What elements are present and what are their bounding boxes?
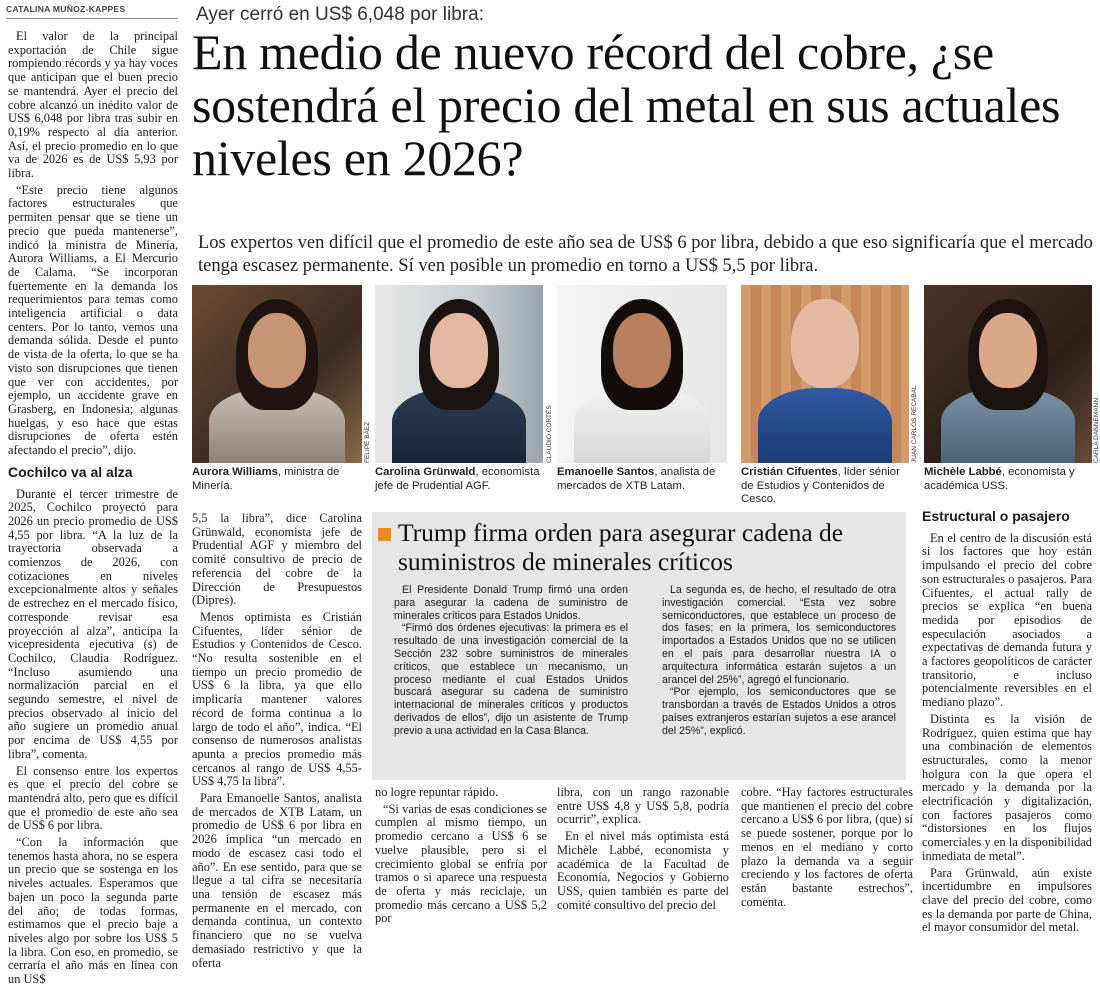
kicker: Ayer cerró en US$ 6,048 por libra: xyxy=(196,4,484,25)
paragraph: “Si varias de esas condiciones se cumplen al mismo tiempo, un promedio cercano a US$ 6 se vuelve plausible, pero si el crecimiento global se enfría por tramos o si aparece una respuesta de oferta y más reciclaje, un promedio más cercano a US$ 5,2 por xyxy=(375,801,547,926)
paragraph: Durante el tercer trimestre de 2025, Cochilco proyectó para 2026 un precio promedio de US$ 4,55 por libra. “A la luz de la trayectoria observada a comienzos de 2026, con cotizaciones en niveles excepcionalmente altos y señales de estrechez en el mercado físico, corresponde revisar esa proyección al alza”, anticipa la vicepresidenta ejecutiva (s) de Cochilco, Claudia Rodríguez. “Incluso asumiendo una normalización parcial en el segundo semestre, el nivel de precios observado al inicio del año sugiere un promedio anual por encima de US$ 4,55 por libra”, comenta. xyxy=(8,486,178,761)
photo-credit: CARLA DANNEMANN xyxy=(1093,397,1100,463)
photo-emanoelle-santos xyxy=(557,285,727,463)
paragraph: no logre repuntar rápido. xyxy=(375,785,499,799)
subhead: Estructural o pasajero xyxy=(922,508,1070,524)
paragraph: Para Emanoelle Santos, analista de mercados de XTB Latam, un promedio de US$ 6 por libra en 2026 implica “un mercado en modo de escasez casi todo el año”. En ese sentido, para que se llegue a tal cifra se necesitaría una tensión de escasez más permanente en el mercado, con demanda continua, un contexto financiero que no se vuelva demasiado restrictivo y que la oferta xyxy=(192,791,362,970)
paragraph: Distinta es la visión de Rodríguez, quien estima que hay una combinación de elementos estructurales, como la menor holgura con la que opera el mercado y la demanda por la electrificación y digitalización, con factores pasajeros como “distorsiones en los flujos comerciales y en la disponibilidad inmediata de metal”. xyxy=(922,711,1092,863)
paragraph: El valor de la principal exportación de Chile sigue rompiendo récords y ya hay voces que anticipan que el buen precio se mantendrá. Ayer el precio del cobre alcanzó un inédito valor de US$ 6,048 por libra tras subir en 0,19% respecto al día anterior. Así, el precio promedio en lo que va de 2026 es de US$ 5,93 por libra. xyxy=(8,29,178,181)
column-2 xyxy=(192,512,362,973)
box-title: Trump firma orden para asegurar cadena de suministros de minerales críticos xyxy=(398,518,844,576)
paragraph: “Por ejemplo, los semiconductores que se transbordan a través de Estados Unidos a otros países extranjeros estarían sujetos a ese arancel del 25%”, explicó. xyxy=(662,686,896,737)
photo-aurora-williams xyxy=(192,285,362,463)
paragraph: libra, con un rango razonable entre US$ 4,8 y US$ 5,8, podría ocurrir”, explica. xyxy=(557,785,729,827)
paragraph: “Firmó dos órdenes ejecutivas: la primera es el resultado de una investigación comercial de la Sección 232 sobre suministros de minerales críticos, que establece un mecanismo, un proceso mediante el cual Estados Unidos buscará asegurar su cadena de suministro internacional de minerales críticos y productos derivados de ellos”, dijo un asistente de Trump previo a una actividad en la Casa Blanca. xyxy=(394,622,628,737)
photo-michele-labbe xyxy=(924,285,1092,463)
column-5 xyxy=(741,786,913,912)
paragraph: El Presidente Donald Trump firmó una orden para asegurar la cadena de suministro de minerales críticos para Estados Unidos. xyxy=(394,584,628,622)
column-1 xyxy=(8,30,178,990)
column-6 xyxy=(922,510,1092,938)
caption: Emanoelle Santos, analista de mercados de XTB Latam. xyxy=(557,466,716,492)
paragraph: “Este precio tiene algunos factores estructurales que permiten pensar que se tiene un precio que pueda mantenerse”, indicó la ministra de Minería, Aurora Williams, a El Mercurio de Calama. “Se incorporan fuertemente en la demanda los requerimientos para temas como inteligencia artificial o data centers. Por lo tanto, vemos una demanda sólida. Desde el punto de vista de la oferta, lo que se ha visto son disrupciones que tienen que ver con accidentes, por ejemplo, un accidente grave en Grasberg, en Indonesia; algunas huelgas, y eso hace que estas disrupciones de oferta estén afectando el precio”, dijo. xyxy=(8,182,178,458)
photo-carolina-grunwald xyxy=(375,285,543,463)
box-column-1 xyxy=(394,584,628,738)
photo-credit: JUAN CARLOS RECABAL xyxy=(911,385,918,463)
paragraph: Menos optimista es Cristián Cifuentes, líder sénior de Estudios y Contenidos de Cesco. “No resulta sostenible en el tiempo un precio promedio de US$ 6 la libra, ya que ello implicaría mantener valores récord de forma continua a lo largo de todo el año”, indica. “El consenso de numerosos analistas apunta a precios promedio más cercanos al rango de US$ 4,55-US$ 4,75 la libra”. xyxy=(192,609,362,789)
byline: CATALINA MUÑOZ-KAPPES xyxy=(6,4,126,14)
subhead: Cochilco va al alza xyxy=(8,463,133,480)
paragraph: 5,5 la libra”, dice Carolina Grünwald, economista jefe de Prudential AGF y miembro del comité consultivo de precio de referencia del cobre de la Dirección de Presupuestos (Dipres). xyxy=(192,511,362,608)
paragraph: “Con la información que tenemos hasta ahora, no se espera un precio que se sostenga en los niveles actuales. Esperamos que bajen un poco la segunda parte del año; de todas formas, estimamos que el precio baje a niveles algo por sobre los US$ 5 la libra. Con eso, en promedio, se cerraría el año más en línea con un US$ xyxy=(8,835,178,987)
caption: Cristián Cifuentes, líder sénior de Estudios y Contenidos de Cesco. xyxy=(741,466,900,505)
photo-credit: CLAUDIO CORTÉS xyxy=(546,405,553,463)
deck: Los expertos ven difícil que el promedio de este año sea de US$ 6 por libra, debido a que eso significaría que el mercado tenga escasez permanente. Sí ven posible un promedio en torno a US$ 5,5 por libra. xyxy=(198,233,1093,276)
caption: Aurora Williams, ministra de Minería. xyxy=(192,466,340,492)
photo-credit: FELIPE BÁEZ xyxy=(364,421,371,463)
paragraph: Para Grünwald, aún existe incertidumbre en impulsores clave del precio del cobre, como es la demanda por parte de China, el mayor consumidor del metal. xyxy=(922,865,1092,935)
paragraph: El consenso entre los expertos es que el precio del cobre se mantendrá alto, pero que es difícil que el promedio de este año sea de US$ 6 por libra. xyxy=(8,763,178,833)
paragraph: En el centro de la discusión está si los factores que hoy están impulsando el precio del cobre son estructurales o pasajeros. Para Cifuentes, el actual rally de precios se explica “en buena medida por episodios de especulación asociados a expectativas de demanda futura y a factores geopolíticos de carácter transitorio, e incluso potencialmente reversibles en el mediano plazo”. xyxy=(922,530,1092,710)
box-column-2 xyxy=(662,584,896,738)
column-3 xyxy=(375,786,547,929)
paragraph: La segunda es, de hecho, el resultado de otra investigación comercial. “Esta vez sobre semiconductores, que establece un proceso de dos fases: en la primera, los semiconductores importados a Estados Unidos que no se utilicen en el país para desarrollar nuestra IA o arquitectura informática estarán sujetos a un arancel del 25%”, agregó el funcionario. xyxy=(662,584,896,686)
headline: En medio de nuevo récord del cobre, ¿se sostendrá el precio del metal en sus actuales niveles en 2026? xyxy=(192,24,1061,186)
caption: Michèle Labbé, economista y académica USS. xyxy=(924,466,1075,492)
box-marker xyxy=(378,528,391,541)
byline-rule xyxy=(6,18,178,19)
column-4 xyxy=(557,786,729,915)
paragraph: En el nivel más optimista está Michèle Labbé, economista y académica de la Facultad de Economía, Negocios y Gobierno USS, quien también es parte del comité consultivo del precio del xyxy=(557,829,729,912)
caption: Carolina Grünwald, economista jefe de Prudential AGF. xyxy=(375,466,540,492)
paragraph: cobre. “Hay factores estructurales que mantienen el precio del cobre cercano a US$ 6 por libra, (que) sí se puede sostener, porque por lo menos en el mediano y corto plazo la demanda va a seguir creciendo y los factores de oferta están bastante estrechos”, comenta. xyxy=(741,785,913,909)
photo-cristian-cifuentes xyxy=(741,285,909,463)
